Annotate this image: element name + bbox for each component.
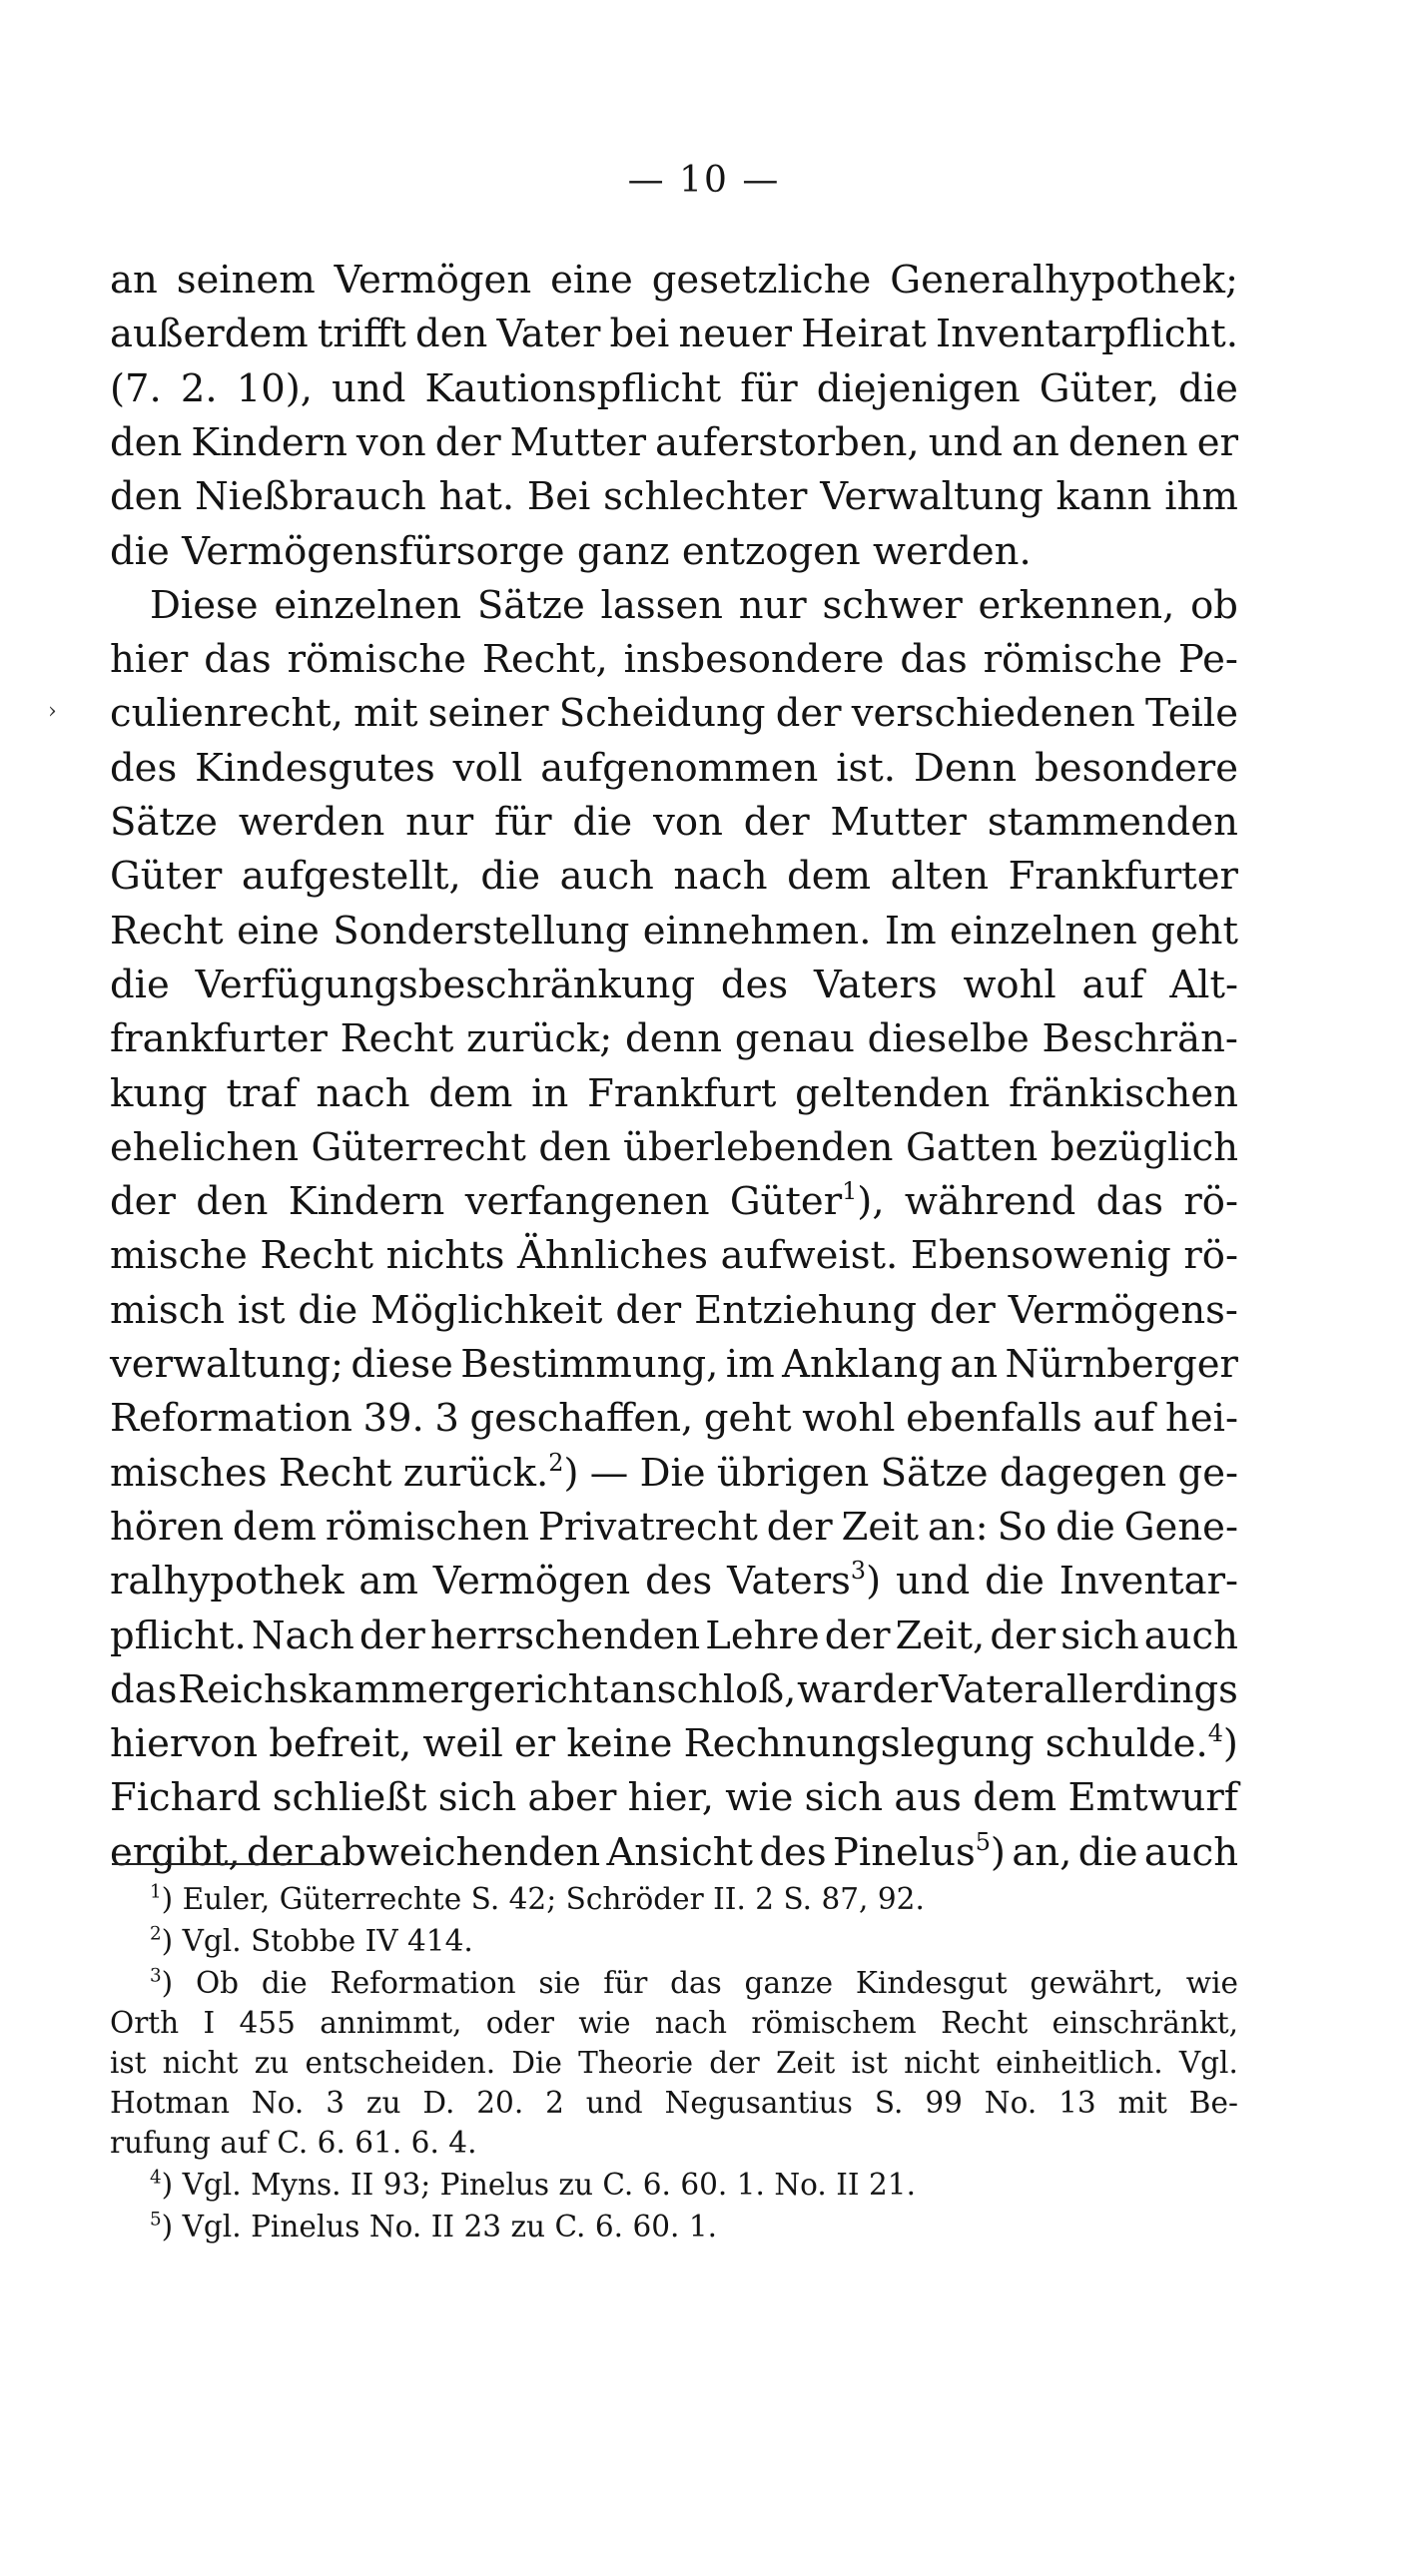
body-line: Sätze werden nur für die von der Mutter stammenden — [110, 800, 1238, 845]
page-number: — 10 — — [627, 160, 781, 201]
footnote-separator — [112, 1863, 324, 1865]
footnote-line: Hotman No. 3 zu D. 20. 2 und Negusantius S. 99 No. 13 mit Be- — [110, 2086, 1238, 2120]
body-line: misches Recht zurück.$^2$) — Die übrigen Sätze dagegen ge- — [110, 1449, 1238, 1496]
footnote-line: ist nicht zu entscheiden. Die Theorie der Zeit ist nicht einheitlich. Vgl. — [110, 2046, 1238, 2080]
body-line: die Verfügungsbeschränkung des Vaters wohl auf Alt- — [110, 963, 1238, 1007]
body-line: misch ist die Möglichkeit der Entziehung der Vermögens- — [110, 1288, 1238, 1333]
body-line: mische Recht nichts Ähnliches aufweist. Ebensowenig rö- — [110, 1233, 1238, 1278]
footnote-line: $^4$) Vgl. Myns. II 93; Pinelus zu C. 6. 60. 1. No. II 21. — [150, 2167, 916, 2202]
footnote-line: Orth I 455 annimmt, oder wie nach römischem Recht einschränkt, — [110, 2006, 1238, 2040]
footnote-line: $^5$) Vgl. Pinelus No. II 23 zu C. 6. 60. 1. — [150, 2209, 717, 2244]
body-line: der den Kindern verfangenen Güter$^1$), während das rö- — [110, 1177, 1238, 1224]
body-line: den Kindern von der Mutter auferstorben, und an denen er — [110, 420, 1238, 465]
footnote-line: $^1$) Euler, Güterrechte S. 42; Schröder II. 2 S. 87, 92. — [150, 1881, 925, 1916]
body-line: an seinem Vermögen eine gesetzliche Generalhypothek; — [110, 258, 1238, 303]
body-line: frankfurter Recht zurück; denn genau dieselbe Beschrän- — [110, 1016, 1238, 1061]
body-line: Reformation 39. 3 geschafen, geht wohl ebenfalls auf hei- — [110, 1396, 1238, 1441]
body-line: den Nießbrauch hat. Bei schlechter Verwaltung kann ihm — [110, 474, 1238, 519]
body-line: hiervon befreit, weil er keine Rechnungslegung schulde.$^4$) — [110, 1719, 1238, 1766]
body-line: culienrecht, mit seiner Scheidung der verschiedenen Teile — [110, 691, 1238, 736]
margin-mark: › — [48, 699, 57, 724]
body-line: die Vermögensfürsorge ganz entzogen werden. — [110, 529, 1032, 574]
body-line: Fichard schließt sich aber hier, wie sich aus dem Emtwurf — [110, 1775, 1238, 1820]
body-line: verwaltung; diese Bestimmung, im Anklang an Nürnberger — [110, 1342, 1238, 1387]
footnote-line: $^3$) Ob die Reformation sie für das ganze Kindesgut gewährt, wie — [150, 1965, 1238, 2000]
body-line: Diese einzelnen Sätze lassen nur schwer erkennen, ob — [150, 583, 1238, 628]
body-line: ehelichen Güterrecht den überlebenden Gatten bezüglich — [110, 1125, 1238, 1170]
body-line: des Kindesgutes voll aufgenommen ist. Denn besondere — [110, 746, 1238, 791]
body-line: Güter aufgestellt, die auch nach dem alten Frankfurter — [110, 854, 1238, 899]
body-line: hier das römische Recht, insbesondere das römische Pe- — [110, 637, 1238, 682]
body-line: (7. 2. 10), und Kautionspficht für diejenigen Güter, die — [110, 366, 1238, 411]
body-line: kung traf nach dem in Frankfurt geltenden fränkischen — [110, 1071, 1238, 1116]
body-line: pficht. Nach der herrschenden Lehre der Zeit, der sich auch — [110, 1613, 1238, 1658]
footnote-line: rufung auf C. 6. 61. 6. 4. — [110, 2126, 477, 2160]
body-line: das Reichskammergericht anschloß, war der Vater allerdings — [110, 1667, 1238, 1712]
body-line: ergibt, der abweichenden Ansicht des Pinelus$^5$) an, die auch — [110, 1828, 1238, 1875]
body-line: außerdem trift den Vater bei neuer Heirat Inventarpficht. — [110, 312, 1238, 356]
body-line: Recht eine Sonderstellung einnehmen. Im einzelnen geht — [110, 909, 1238, 954]
body-line: ralhypothek am Vermögen des Vaters$^3$) und die Inventar- — [110, 1557, 1238, 1604]
footnote-line: $^2$) Vgl. Stobbe IV 414. — [150, 1923, 473, 1958]
body-line: hören dem römischen Privatrecht der Zeit an: So die Gene- — [110, 1505, 1238, 1550]
